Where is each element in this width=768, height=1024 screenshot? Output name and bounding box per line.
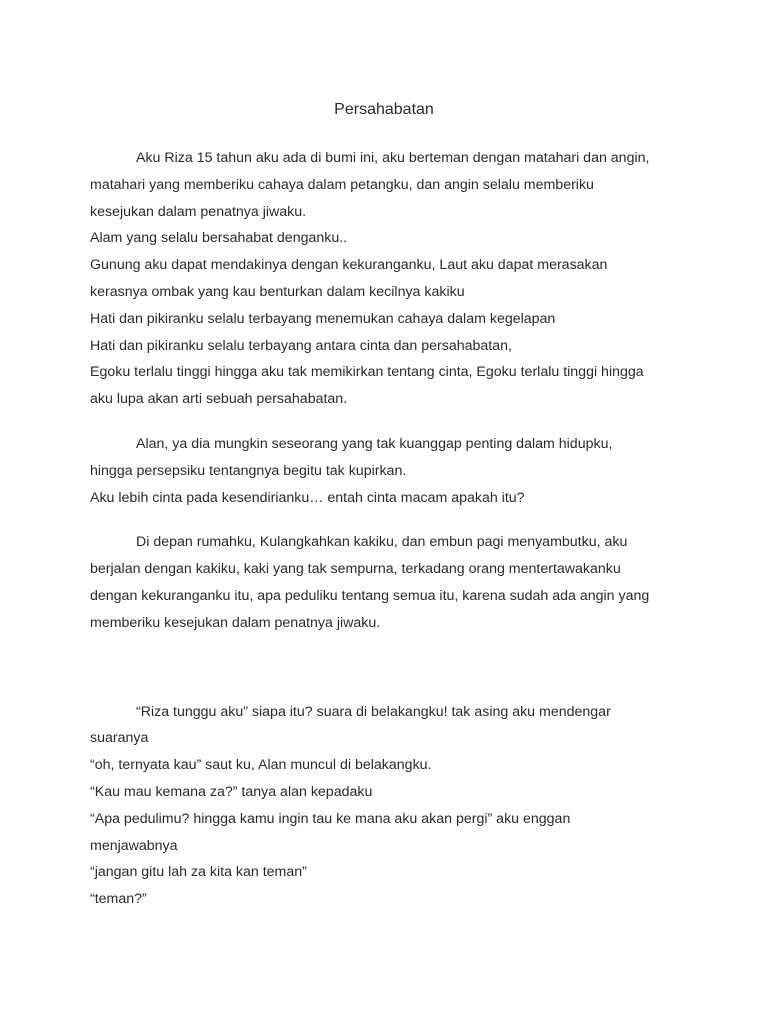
- paragraph-3-line-3: dengan kekuranganku itu, apa peduliku tentang semua itu, karena sudah ada angin yang: [90, 587, 650, 604]
- dialogue-line-5: “Apa pedulimu? hingga kamu ingin tau ke mana aku akan pergi” aku enggan: [90, 810, 571, 827]
- paragraph-1-line-7: Hati dan pikiranku selalu terbayang menemukan cahaya dalam kegelapan: [90, 310, 556, 327]
- dialogue-line-1: “Riza tunggu aku” siapa itu? suara di belakangku! tak asing aku mendengar: [136, 703, 611, 720]
- paragraph-3-line-4: memberiku kesejukan dalam penatnya jiwaku.: [90, 614, 381, 631]
- dialogue-line-3: “oh, ternyata kau” saut ku, Alan muncul di belakangku.: [90, 757, 432, 774]
- paragraph-3-line-1: Di depan rumahku, Kulangkahkan kakiku, dan embun pagi menyambutku, aku: [136, 534, 628, 551]
- paragraph-1-line-5: Gunung aku dapat mendakinya dengan kekuranganku, Laut aku dapat merasakan: [90, 257, 608, 274]
- paragraph-3-line-2: berjalan dengan kakiku, kaki yang tak sempurna, terkadang orang mentertawakanku: [90, 561, 621, 578]
- paragraph-2-line-3: Aku lebih cinta pada kesendirianku… entah cinta macam apakah itu?: [90, 489, 525, 506]
- paragraph-1-line-2: matahari yang memberiku cahaya dalam petangku, dan angin selalu memberiku: [90, 176, 594, 193]
- dialogue-line-7: “jangan gitu lah za kita kan teman”: [90, 864, 307, 881]
- paragraph-spacer: [90, 511, 690, 529]
- paragraph-2-line-2: hingga persepsiku tentangnya begitu tak kupirkan.: [90, 462, 407, 479]
- paragraph-1-line-6: kerasnya ombak yang kau benturkan dalam kecilnya kakiku: [90, 283, 465, 300]
- paragraph-1-line-3: kesejukan dalam penatnya jiwaku.: [90, 203, 307, 220]
- dialogue-line-6: menjawabnya: [90, 837, 178, 854]
- paragraph-1-line-1: Aku Riza 15 tahun aku ada di bumi ini, aku berteman dengan matahari dan angin,: [136, 150, 650, 166]
- paragraph-1-line-10: aku lupa akan arti sebuah persahabatan.: [90, 391, 348, 408]
- paragraph-2-line-1: Alan, ya dia mungkin seseorang yang tak kuanggap penting dalam hidupku,: [136, 435, 613, 452]
- dialogue-line-2: suaranya: [90, 730, 149, 747]
- dialogue-line-8: “teman?”: [90, 891, 147, 908]
- paragraph-spacer: [90, 637, 690, 699]
- dialogue-line-4: “Kau mau kemana za?” tanya alan kepadaku: [90, 783, 373, 800]
- document-title: Persahabatan: [334, 101, 434, 118]
- paragraph-spacer: [90, 413, 690, 431]
- document-body: [90, 145, 690, 913]
- paragraph-1-line-4: Alam yang selalu bersahabat denganku..: [90, 230, 348, 247]
- paragraph-1-line-8: Hati dan pikiranku selalu terbayang antara cinta dan persahabatan,: [90, 337, 512, 354]
- paragraph-1-line-9: Egoku terlalu tinggi hingga aku tak memikirkan tentang cinta, Egoku terlalu tinggi hingga: [90, 364, 644, 381]
